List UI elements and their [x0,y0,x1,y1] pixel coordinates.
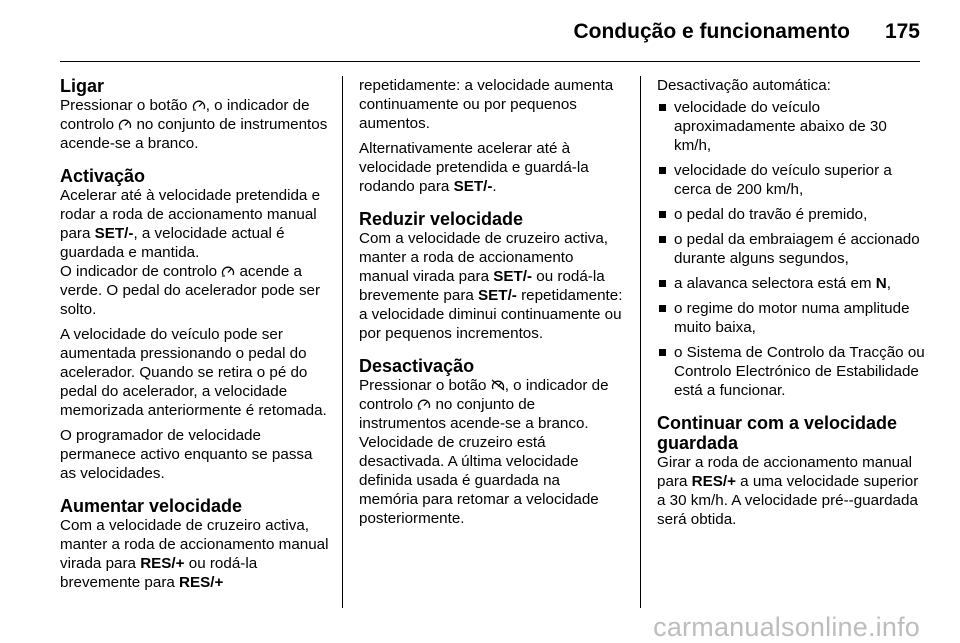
cruise-control-icon [192,99,206,111]
text: Com a velocidade de cruzeiro activa, manter a roda de accionamento manual virada para [359,230,609,285]
column-divider-1 [342,76,343,608]
cruise-control-off-icon [491,379,505,391]
heading-aumentar: Aumentar velocidade [60,496,243,516]
control-label: RES/+ [691,473,736,490]
paragraph-continuar [657,453,927,529]
control-label: SET/- [478,287,517,304]
cruise-control-icon [417,398,431,410]
paragraph-activacao-3: O programador de velocidade permanece activo enquanto se passa as velocidades. [60,427,313,482]
control-label: RES/+ [140,555,185,572]
auto-deactivation-list [657,98,927,400]
paragraph-activacao-2: A velocidade do veículo pode ser aumentada pressionando o pedal do acelerador. Quando se retira o pé do pedal do acelerador, a velocidade memorizada anteriormente é retomada. [60,326,327,419]
page-title: Condução e funcionamento [573,20,850,43]
section-activacao [60,166,332,483]
text: , o indicador de controlo [60,97,310,133]
column-3 [657,76,927,542]
text: ou rodá-la brevemente para [60,555,258,591]
cruise-control-icon [118,118,132,130]
text: Acelerar até à velocidade pretendida e rodar a roda de accionamento manual para [60,187,321,242]
text: Com a velocidade de cruzeiro activa, manter a roda de accionamento manual virada para [60,517,329,572]
list-item: velocidade do veículo aproximadamente abaixo de 30 km/h, [657,98,927,155]
paragraph-activacao-1 [60,186,332,319]
section-aumentar-continued [359,76,623,196]
heading-continuar: Continuar com a velocidade guardada [657,413,898,453]
list-item: o Sistema de Controlo da Tracção ou Controlo Electrónico de Estabilidade está a funcionar. [657,343,927,400]
section-reduzir [359,209,623,343]
text: Girar a roda de accionamento manual para [657,454,912,490]
text: Alternativamente acelerar até à velocidade pretendida e guardá-la rodando para [359,140,589,195]
list-item: velocidade do veículo superior a cerca de 200 km/h, [657,161,927,199]
control-label: RES/+ [179,574,224,591]
paragraph-aumentar [60,516,332,592]
text: repetidamente: a velocidade diminui continuamente ou por pequenos incrementos. [359,287,623,342]
control-label: SET/- [94,225,134,242]
text: Pressionar o botão [359,377,491,394]
heading-reduzir: Reduzir velocidade [359,209,524,229]
list-item: o pedal da embraiagem é accionado durante alguns segundos, [657,230,927,268]
header-rule [60,61,920,62]
text: , [886,275,891,292]
section-aumentar [60,496,332,592]
text: a uma velocidade superior a 30 km/h. A velocidade pré--guardada será obtida. [657,473,919,528]
text: , a velocidade actual é guardada e mantida. [60,225,285,261]
text: ou rodá-la brevemente para [359,268,605,304]
paragraph-aumentar-cont-1: repetidamente: a velocidade aumenta continuamente ou por pequenos aumentos. [359,77,614,132]
section-ligar [60,76,332,153]
cruise-control-icon [221,265,235,277]
page-number: 175 [884,20,920,43]
list-item: o pedal do travão é premido, [657,205,927,224]
text: Pressionar o botão [60,97,192,114]
text: , o indicador de controlo [359,377,609,413]
text: . [492,178,497,195]
control-label: SET/- [453,178,493,195]
section-continuar [657,413,927,529]
text: no conjunto de instrumentos acende-se a branco. Velocidade de cruzeiro está desactivada. A última velocidade definida usada é guardada na memória para retomar a velocidade posteriormente. [359,396,599,527]
control-label: N [875,275,887,292]
text: acende a verde. O pedal do acelerador pode ser solto. [60,263,321,318]
paragraph-ligar [60,96,332,153]
text: O indicador de controlo [60,263,222,280]
list-item [657,274,927,293]
paragraph-reduzir [359,229,623,343]
section-desactivacao [359,356,623,528]
paragraph-aumentar-cont-2 [359,139,623,196]
text: no conjunto de instrumentos acende-se a branco. [60,116,328,152]
section-desactivacao-automatica [657,76,927,400]
paragraph-desactivacao [359,376,623,528]
heading-ligar: Ligar [60,76,105,96]
watermark-text: carmanualsonline.info [653,612,920,642]
control-label: SET/- [493,268,533,285]
column-divider-2 [640,76,641,608]
auto-deactivation-intro: Desactivação automática: [657,77,831,94]
list-item: o regime do motor numa amplitude muito baixa, [657,299,927,337]
text: a alavanca selectora está em [674,275,876,292]
column-2 [359,76,623,541]
heading-activacao: Activação [60,166,146,186]
column-1 [60,76,332,605]
heading-desactivacao: Desactivação [359,356,475,376]
